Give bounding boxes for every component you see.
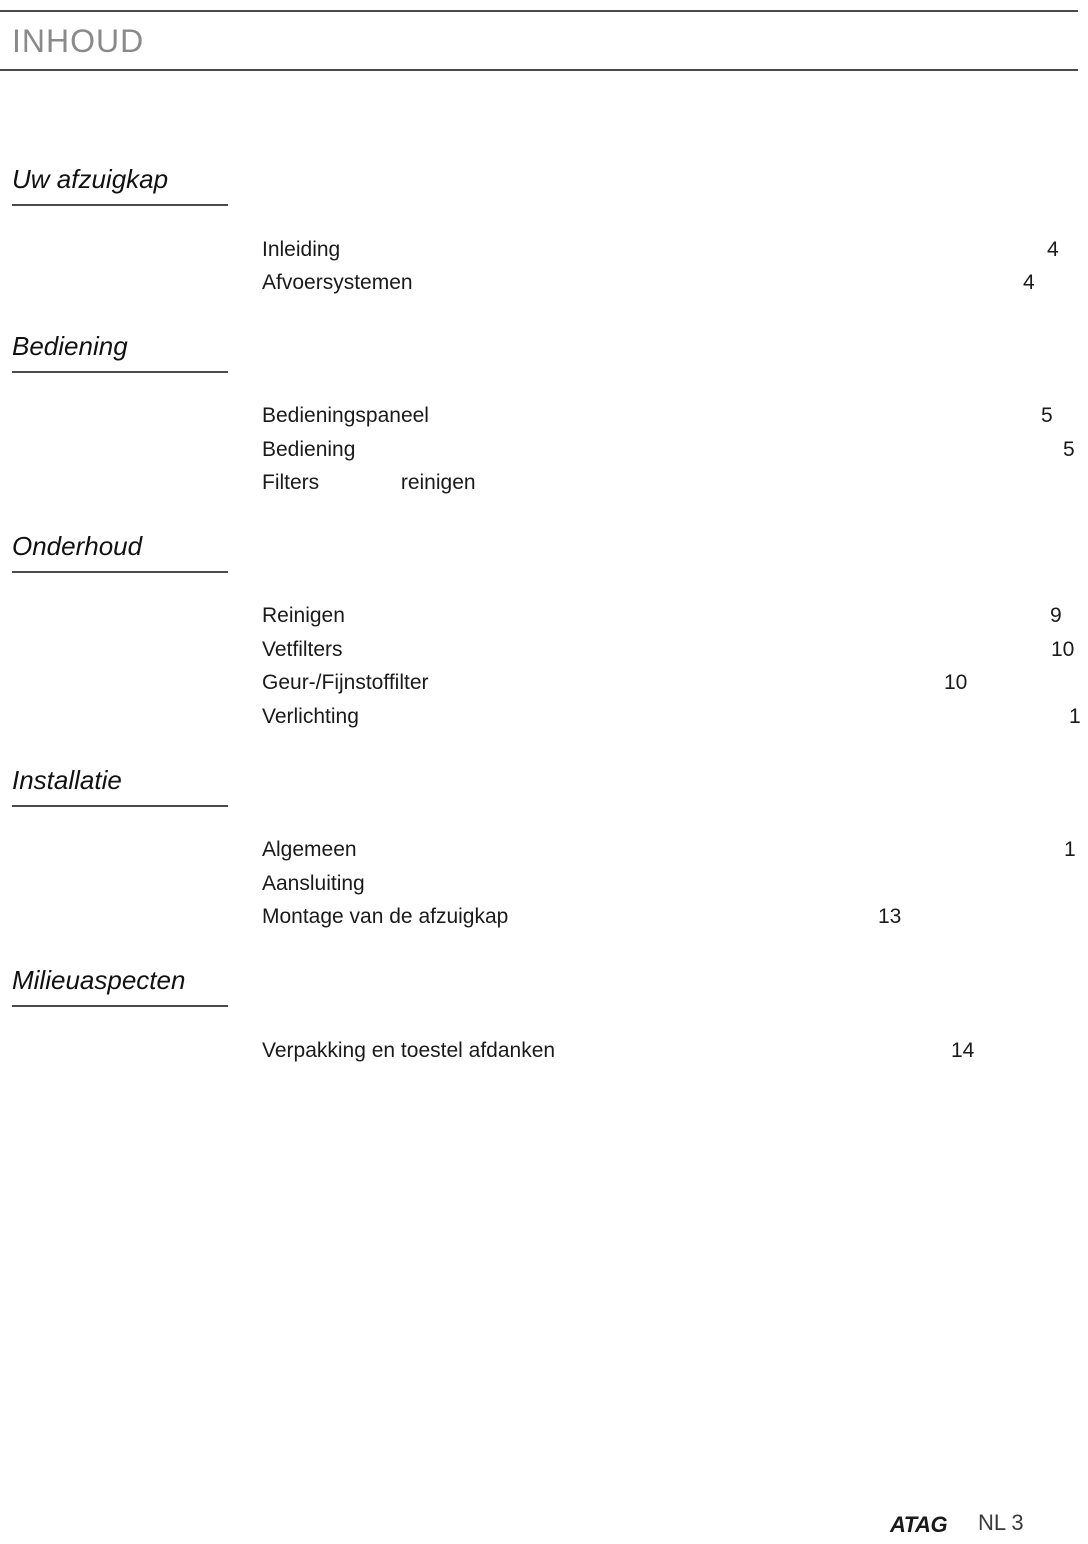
toc-entry-geur-fijnstoffilter[interactable]	[262, 668, 1088, 698]
toc-entry-page: 4	[1047, 238, 1059, 261]
toc-entry-filters-reinigen[interactable]	[262, 468, 1088, 498]
toc-entry-page: 14	[951, 1039, 975, 1062]
toc-entry-page: 1	[1064, 838, 1076, 861]
page-number: NL 3	[978, 1510, 1024, 1535]
toc-entry-label: Geur-/Fijnstoffilter	[262, 671, 429, 694]
toc-entry-label: Inleiding	[262, 238, 341, 261]
toc-entry-montage-van-de-afzuigkap[interactable]	[262, 902, 1088, 932]
toc-entry-page: 10	[1051, 638, 1075, 661]
toc-entry-label: Bedieningspaneel	[262, 404, 429, 427]
toc-entry-page: 13	[878, 905, 902, 928]
atag-logo: ATAG	[890, 1512, 948, 1537]
toc-entry-label: Verlichting	[262, 705, 359, 728]
page-header	[0, 10, 1078, 71]
toc-entry-page: 5	[1041, 404, 1053, 427]
toc-entry-verlichting[interactable]	[262, 702, 1088, 732]
toc-entry-label: Montage van de afzuigkap	[262, 905, 509, 928]
toc-entry-label: Verpakking en toestel afdanken	[262, 1039, 556, 1062]
toc-entry-verpakking-en-toestel-afdanken[interactable]	[262, 1036, 1088, 1066]
toc-entry-label: Filters reinigen	[262, 471, 476, 494]
toc-entry-label: Vetfilters	[262, 638, 343, 661]
toc-entry-label: Algemeen	[262, 838, 357, 861]
section-heading-installatie: Installatie	[12, 765, 228, 807]
toc-entry-page: 5	[1063, 438, 1075, 461]
toc-entry-page: 9	[1050, 604, 1062, 627]
section-heading-onderhoud: Onderhoud	[12, 531, 228, 573]
toc-entry-bediening[interactable]	[262, 435, 1088, 465]
toc-entry-algemeen[interactable]	[262, 835, 1088, 865]
toc-entry-label: Aansluiting	[262, 872, 365, 895]
toc-entry-page: 4	[1023, 271, 1035, 294]
toc-entry-label: Afvoersystemen	[262, 271, 413, 294]
section-heading-uw-afzuigkap: Uw afzuigkap	[12, 164, 228, 206]
toc-entry-reinigen[interactable]	[262, 601, 1088, 631]
toc-entry-aansluiting[interactable]	[262, 869, 1088, 899]
toc-entry-label: Bediening	[262, 438, 356, 461]
toc-entry-afvoersystemen[interactable]	[262, 268, 1088, 298]
toc-entry-label: Reinigen	[262, 604, 345, 627]
toc-entry-vetfilters[interactable]	[262, 635, 1088, 665]
toc-entry-page: 10	[944, 671, 968, 694]
toc-entry-bedieningspaneel[interactable]	[262, 401, 1088, 431]
page-title: INHOUD	[12, 23, 145, 59]
toc-entry-inleiding[interactable]	[262, 235, 1088, 265]
section-heading-milieuaspecten: Milieuaspecten	[12, 965, 228, 1007]
toc-entry-page: 1	[1069, 705, 1081, 728]
section-heading-bediening: Bediening	[12, 331, 228, 373]
